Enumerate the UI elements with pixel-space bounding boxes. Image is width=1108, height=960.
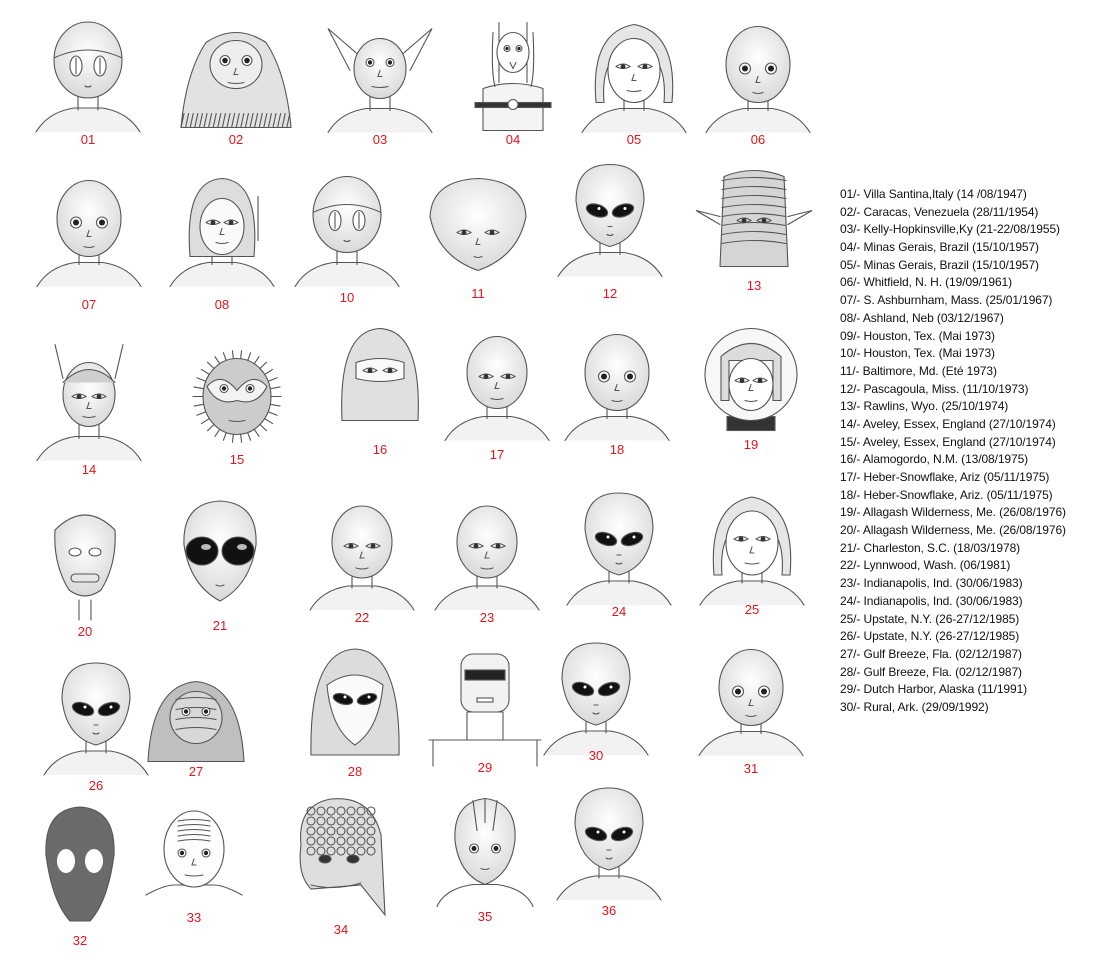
legend-entry: 26/- Upstate, N.Y. (26-27/12/1985)	[840, 629, 1020, 644]
alien-figure-08	[162, 164, 282, 289]
alien-figure-04	[453, 10, 573, 135]
legend-entry: 24/- Indianapolis, Ind. (30/06/1983)	[840, 593, 1023, 608]
figure-number-14: 14	[81, 462, 97, 477]
legend-entry: 17/- Heber-Snowflake, Ariz (05/11/1975)	[840, 470, 1050, 484]
alien-figure-06	[698, 10, 818, 135]
alien-figure-03	[320, 10, 440, 135]
figure-number-10: 10	[339, 290, 355, 305]
figure-number-08: 08	[214, 297, 230, 312]
figure-number-34: 34	[333, 922, 349, 937]
figure-number-32: 32	[72, 933, 88, 948]
figure-number-35: 35	[477, 909, 493, 924]
alien-figure-23	[427, 490, 547, 610]
legend-entry: 07/- S. Ashburnham, Mass. (25/01/1967)	[840, 293, 1053, 308]
figure-number-05: 05	[626, 132, 642, 147]
legend-entry: 02/- Caracas, Venezuela (28/11/1954)	[840, 204, 1039, 219]
figure-number-18: 18	[609, 442, 625, 457]
figure-number-12: 12	[602, 286, 618, 301]
figure-number-36: 36	[601, 903, 617, 918]
figure-number-16: 16	[372, 442, 388, 457]
alien-figure-19	[691, 323, 811, 438]
alien-figure-21	[160, 490, 280, 620]
legend-entry: 11/- Baltimore, Md. (Eté 1973)	[840, 363, 997, 378]
figure-number-03: 03	[372, 132, 388, 147]
figure-number-22: 22	[354, 610, 370, 625]
figure-number-11: 11	[471, 286, 485, 301]
figure-number-28: 28	[347, 764, 363, 779]
alien-figure-20	[25, 495, 145, 625]
sighting-legend	[840, 186, 1102, 717]
figure-number-21: 21	[212, 618, 228, 633]
legend-entry: 29/- Dutch Harbor, Alaska (11/1991)	[840, 682, 1028, 697]
alien-figure-22	[302, 490, 422, 610]
figure-number-15: 15	[229, 452, 245, 467]
figure-number-24: 24	[611, 604, 627, 619]
figure-number-23: 23	[479, 610, 495, 625]
legend-entry: 21/- Charleston, S.C. (18/03/1978)	[840, 540, 1021, 555]
figure-number-19: 19	[743, 437, 759, 452]
figure-number-06: 06	[750, 132, 766, 147]
legend-entry: 10/- Houston, Tex. (Mai 1973)	[840, 346, 995, 361]
legend-entry: 23/- Indianapolis, Ind. (30/06/1983)	[840, 576, 1023, 591]
legend-entry: 01/- Villa Santina,Italy (14 /08/1947)	[840, 187, 1027, 201]
alien-figure-07	[29, 164, 149, 289]
alien-figure-25	[692, 485, 812, 605]
alien-figure-12	[550, 159, 670, 274]
figure-number-20: 20	[77, 624, 93, 639]
alien-figure-32	[20, 800, 140, 930]
legend-entry: 15/- Aveley, Essex, England (27/10/1974)	[840, 434, 1056, 449]
alien-figure-34	[281, 790, 401, 920]
alien-figure-14	[29, 338, 149, 463]
alien-figure-01	[28, 12, 148, 132]
figure-number-04: 04	[505, 132, 521, 147]
alien-figure-18	[557, 323, 677, 438]
alien-figure-05	[574, 10, 694, 135]
legend-entry: 06/- Whitfield, N. H. (19/09/1961)	[840, 275, 1013, 290]
alien-figure-02	[176, 10, 296, 135]
legend-entry: 16/- Alamogordo, N.M. (13/08/1975)	[840, 452, 1029, 467]
alien-figure-10	[287, 164, 407, 289]
legend-entry: 22/- Lynnwood, Wash. (06/1981)	[840, 558, 1011, 573]
legend-entry: 27/- Gulf Breeze, Fla. (02/12/1987)	[840, 646, 1022, 661]
legend-entry: 09/- Houston, Tex. (Mai 1973)	[840, 328, 995, 343]
legend-entry: 20/- Allagash Wilderness, Me. (26/08/1976)	[840, 523, 1066, 538]
legend-entry: 19/- Allagash Wilderness, Me. (26/08/1976)	[840, 505, 1066, 520]
legend-entry: 28/- Gulf Breeze, Fla. (02/12/1987)	[840, 664, 1022, 679]
legend-entry: 08/- Ashland, Neb (03/12/1967)	[840, 310, 1004, 325]
alien-figure-16	[320, 318, 440, 443]
legend-entry: 14/- Aveley, Essex, England (27/10/1974)	[840, 416, 1056, 431]
legend-entry: 12/- Pascagoula, Miss. (11/10/1973)	[840, 381, 1029, 396]
alien-figure-33	[134, 795, 254, 915]
alien-figure-35	[425, 793, 545, 908]
legend-entry: 03/- Kelly-Hopkinsville,Ky (21-22/08/1955)	[840, 222, 1060, 237]
alien-figure-15	[177, 338, 297, 463]
figure-number-33: 33	[186, 910, 202, 925]
figure-number-01: 01	[80, 132, 96, 147]
alien-figure-28	[295, 640, 415, 770]
legend-entry: 13/- Rawlins, Wyo. (25/10/1974)	[840, 399, 1009, 414]
alien-figure-31	[691, 633, 811, 758]
alien-figure-36	[549, 775, 669, 905]
alien-figure-17	[437, 323, 557, 438]
alien-figure-24	[559, 485, 679, 605]
figure-number-30: 30	[588, 748, 604, 763]
figure-number-26: 26	[88, 778, 104, 793]
figure-number-13: 13	[746, 278, 762, 293]
figure-number-29: 29	[477, 760, 493, 775]
figure-number-17: 17	[489, 447, 505, 462]
legend-entry: 25/- Upstate, N.Y. (26-27/12/1985)	[840, 611, 1020, 626]
alien-figure-11	[418, 169, 538, 284]
figure-number-27: 27	[188, 764, 204, 779]
legend-entry: 05/- Minas Gerais, Brazil (15/10/1957)	[840, 257, 1039, 272]
legend-entry: 04/- Minas Gerais, Brazil (15/10/1957)	[840, 240, 1039, 255]
figure-number-31: 31	[743, 761, 759, 776]
alien-figure-13	[694, 159, 814, 274]
figure-number-25: 25	[744, 602, 760, 617]
alien-figure-27	[136, 658, 256, 773]
legend-entry: 18/- Heber-Snowflake, Ariz. (05/11/1975)	[840, 487, 1053, 502]
alien-figure-30	[536, 630, 656, 760]
figure-number-07: 07	[81, 297, 97, 312]
legend-entry: 30/- Rural, Ark. (29/09/1992)	[840, 699, 989, 714]
figure-number-02: 02	[228, 132, 244, 147]
alien-figure-29	[425, 640, 545, 760]
